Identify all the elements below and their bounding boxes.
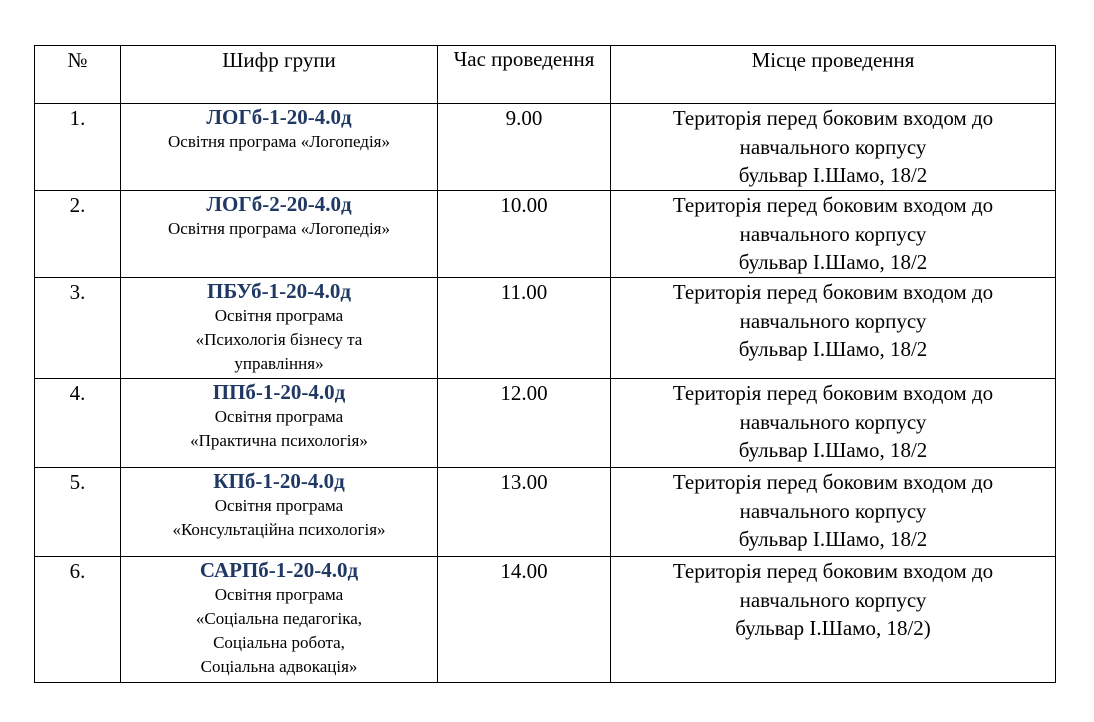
schedule-table — [34, 45, 1056, 683]
place-line: навчального корпусу — [739, 587, 927, 612]
header-number: № — [35, 46, 121, 104]
group-code: ЛОГб-1-20-4.0д — [206, 105, 352, 129]
table-row — [35, 278, 1056, 379]
header-group-code: Шифр групи — [121, 46, 438, 104]
program-description-line: «Консультаційна психологія» — [172, 520, 386, 539]
group-code: САРПб-1-20-4.0д — [199, 558, 359, 582]
row-number: 4. — [35, 379, 121, 468]
group-cell — [121, 379, 438, 468]
header-place: Місце проведення — [611, 46, 1056, 104]
event-time: 12.00 — [438, 379, 611, 468]
place-line: Територія перед боковим входом до — [672, 559, 994, 583]
place-line: Територія перед боковим входом до — [672, 106, 994, 130]
program-description-line: «Соціальна педагогіка, — [195, 609, 363, 628]
program-description-line: Освітня програма — [214, 496, 344, 515]
group-cell — [121, 278, 438, 379]
event-time: 9.00 — [438, 104, 611, 191]
table-row — [35, 191, 1056, 278]
group-code: ЛОГб-2-20-4.0д — [206, 192, 352, 216]
place-line: навчального корпусу — [739, 409, 927, 434]
place-line: навчального корпусу — [739, 134, 927, 159]
group-code: ППб-1-20-4.0д — [212, 380, 346, 404]
table-row — [35, 557, 1056, 683]
place-line: Територія перед боковим входом до — [672, 381, 994, 405]
row-number: 5. — [35, 468, 121, 557]
program-description-line: Соціальна адвокація» — [200, 657, 358, 676]
place-line: Територія перед боковим входом до — [672, 280, 994, 304]
place-cell — [611, 557, 1056, 683]
group-code: КПб-1-20-4.0д — [213, 469, 345, 493]
header-time: Час проведення — [438, 46, 611, 104]
group-cell — [121, 104, 438, 191]
program-description-line: Освітня програма — [214, 407, 344, 426]
place-line: навчального корпусу — [739, 498, 927, 523]
header-row — [35, 46, 1056, 104]
place-line: Територія перед боковим входом до — [672, 193, 994, 217]
program-description-line: Соціальна робота, — [213, 633, 345, 652]
table-body — [35, 104, 1056, 683]
program-description-line: Освітня програма «Логопедія» — [168, 132, 390, 151]
place-line: бульвар І.Шамо, 18/2 — [738, 438, 928, 462]
event-time: 14.00 — [438, 557, 611, 683]
place-cell — [611, 278, 1056, 379]
table-row — [35, 468, 1056, 557]
program-description-line: Освітня програма — [214, 306, 344, 325]
group-cell — [121, 191, 438, 278]
program-description-line: «Практична психологія» — [190, 431, 368, 450]
place-cell — [611, 191, 1056, 278]
place-cell — [611, 468, 1056, 557]
place-line: бульвар І.Шамо, 18/2 — [738, 250, 928, 274]
place-line: бульвар І.Шамо, 18/2 — [738, 337, 928, 361]
group-cell — [121, 557, 438, 683]
program-description-line: Освітня програма «Логопедія» — [168, 219, 390, 238]
place-line: Територія перед боковим входом до — [672, 470, 994, 494]
program-description-line: «Психологія бізнесу та — [195, 330, 363, 349]
place-line: навчального корпусу — [739, 221, 927, 246]
table-row — [35, 379, 1056, 468]
event-time: 13.00 — [438, 468, 611, 557]
row-number: 6. — [35, 557, 121, 683]
table-row — [35, 104, 1056, 191]
row-number: 3. — [35, 278, 121, 379]
event-time: 10.00 — [438, 191, 611, 278]
event-time: 11.00 — [438, 278, 611, 379]
place-cell — [611, 379, 1056, 468]
group-cell — [121, 468, 438, 557]
place-line: бульвар І.Шамо, 18/2 — [738, 163, 928, 187]
program-description-line: Освітня програма — [214, 585, 344, 604]
place-line: навчального корпусу — [739, 308, 927, 333]
group-code: ПБУб-1-20-4.0д — [207, 279, 351, 303]
place-cell — [611, 104, 1056, 191]
place-line: бульвар І.Шамо, 18/2 — [738, 527, 928, 551]
row-number: 2. — [35, 191, 121, 278]
program-description-line: управління» — [234, 354, 324, 373]
place-line: бульвар І.Шамо, 18/2) — [735, 616, 931, 640]
row-number: 1. — [35, 104, 121, 191]
